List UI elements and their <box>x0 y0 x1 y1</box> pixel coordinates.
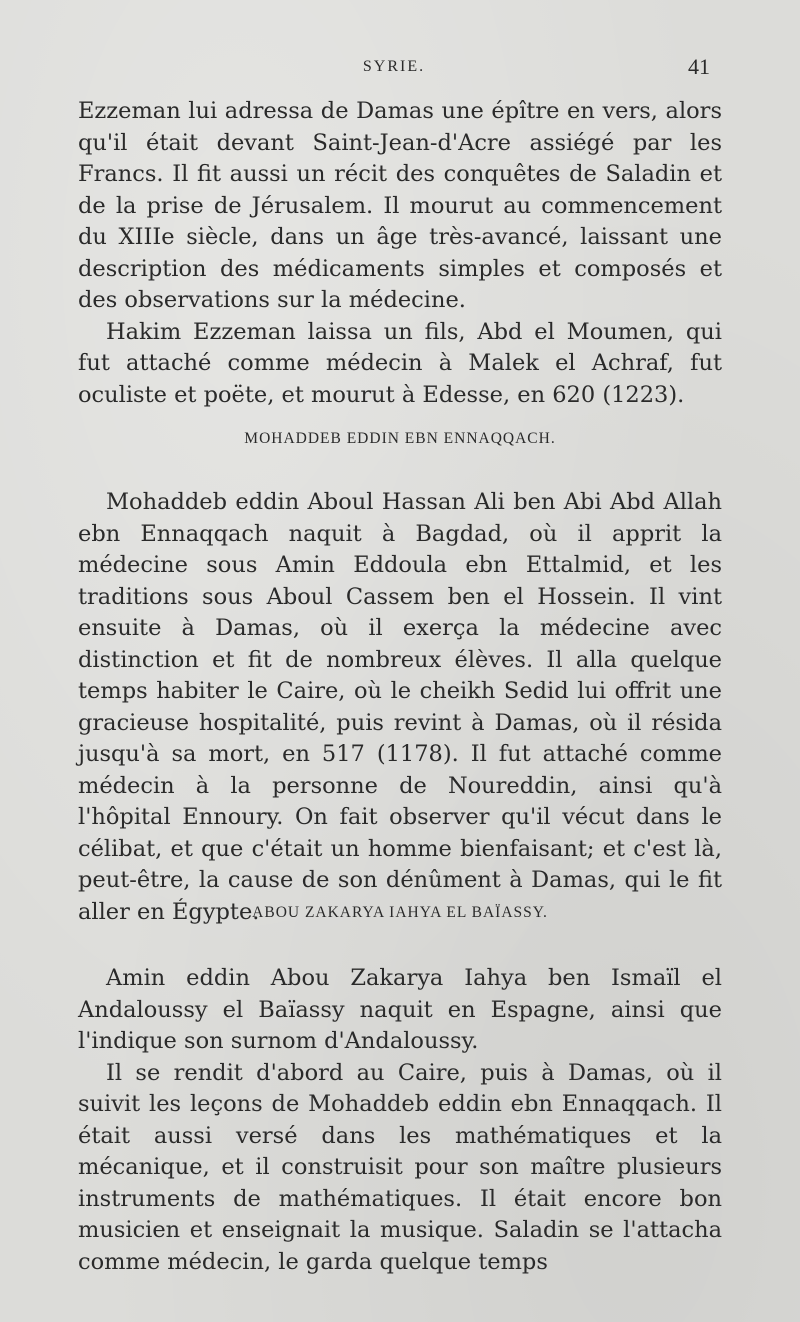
section-3-text <box>78 963 722 1278</box>
section-1-text <box>78 96 722 411</box>
paragraph: Amin eddin Abou Zakarya Iahya ben Ismaïl el Andaloussy el Baïassy naquit en Espagne, ainsi que l'indique son surnom d'Andaloussy. <box>78 965 722 1054</box>
paragraph: Mohaddeb eddin Aboul Hassan Ali ben Abi Abd Allah ebn Ennaqqach naquit à Bagdad, où il apprit la médecine sous Amin Eddoula ebn Ettalmid, et les traditions sous Aboul Cassem ben el Hossein. Il vint ensuite à Damas, où il exerça la médecine avec distinction et fit de nombreux élèves. Il alla quelque temps habiter le Caire, où le cheikh Sedid lui offrit une gracieuse hospitalité, puis revint à Damas, où il résida jusqu'à sa mort, en 517 (1178). Il fut attaché comme médecin à la personne de Noureddin, ainsi qu'à l'hôpital Ennoury. On fait observer qu'il vécut dans le célibat, et que c'était un homme bienfaisant; et c'est là, peut-être, la cause de son dénûment à Damas, qui le fit aller en Égypte. <box>78 489 722 925</box>
running-title: SYRIE. <box>362 58 426 75</box>
page-number: 41 <box>688 54 710 79</box>
paragraph: Hakim Ezzeman laissa un fils, Abd el Moumen, qui fut attaché comme médecin à Malek el Achraf, fut oculiste et poëte, et mourut à Edesse, en 620 (1223). <box>78 318 722 408</box>
paragraph: Ezzeman lui adressa de Damas une épître en vers, alors qu'il était devant Saint-Jean-d'Acre assiégé par les Francs. Il fit aussi un récit des conquêtes de Saladin et de la prise de Jérusalem. Il mourut au commencement du XIIIe siècle, dans un âge très-avancé, laissant une description des médicaments simples et composés et des observations sur la médecine. <box>78 98 722 313</box>
section-2-text <box>78 487 722 928</box>
section-heading: MOHADDEB EDDIN EBN ENNAQQACH. <box>244 430 556 447</box>
section-heading: ABOU ZAKARYA IAHYA EL BAÏASSY. <box>252 904 548 921</box>
running-head <box>78 54 710 82</box>
paragraph: Il se rendit d'abord au Caire, puis à Damas, où il suivit les leçons de Mohaddeb eddin ebn Ennaqqach. Il était aussi versé dans les mathématiques et la mécanique, et il construisit pour son maître plusieurs instruments de mathématiques. Il était encore bon musicien et enseignait la musique. Saladin se l'attacha comme médecin, le garda quelque temps <box>78 1059 722 1275</box>
